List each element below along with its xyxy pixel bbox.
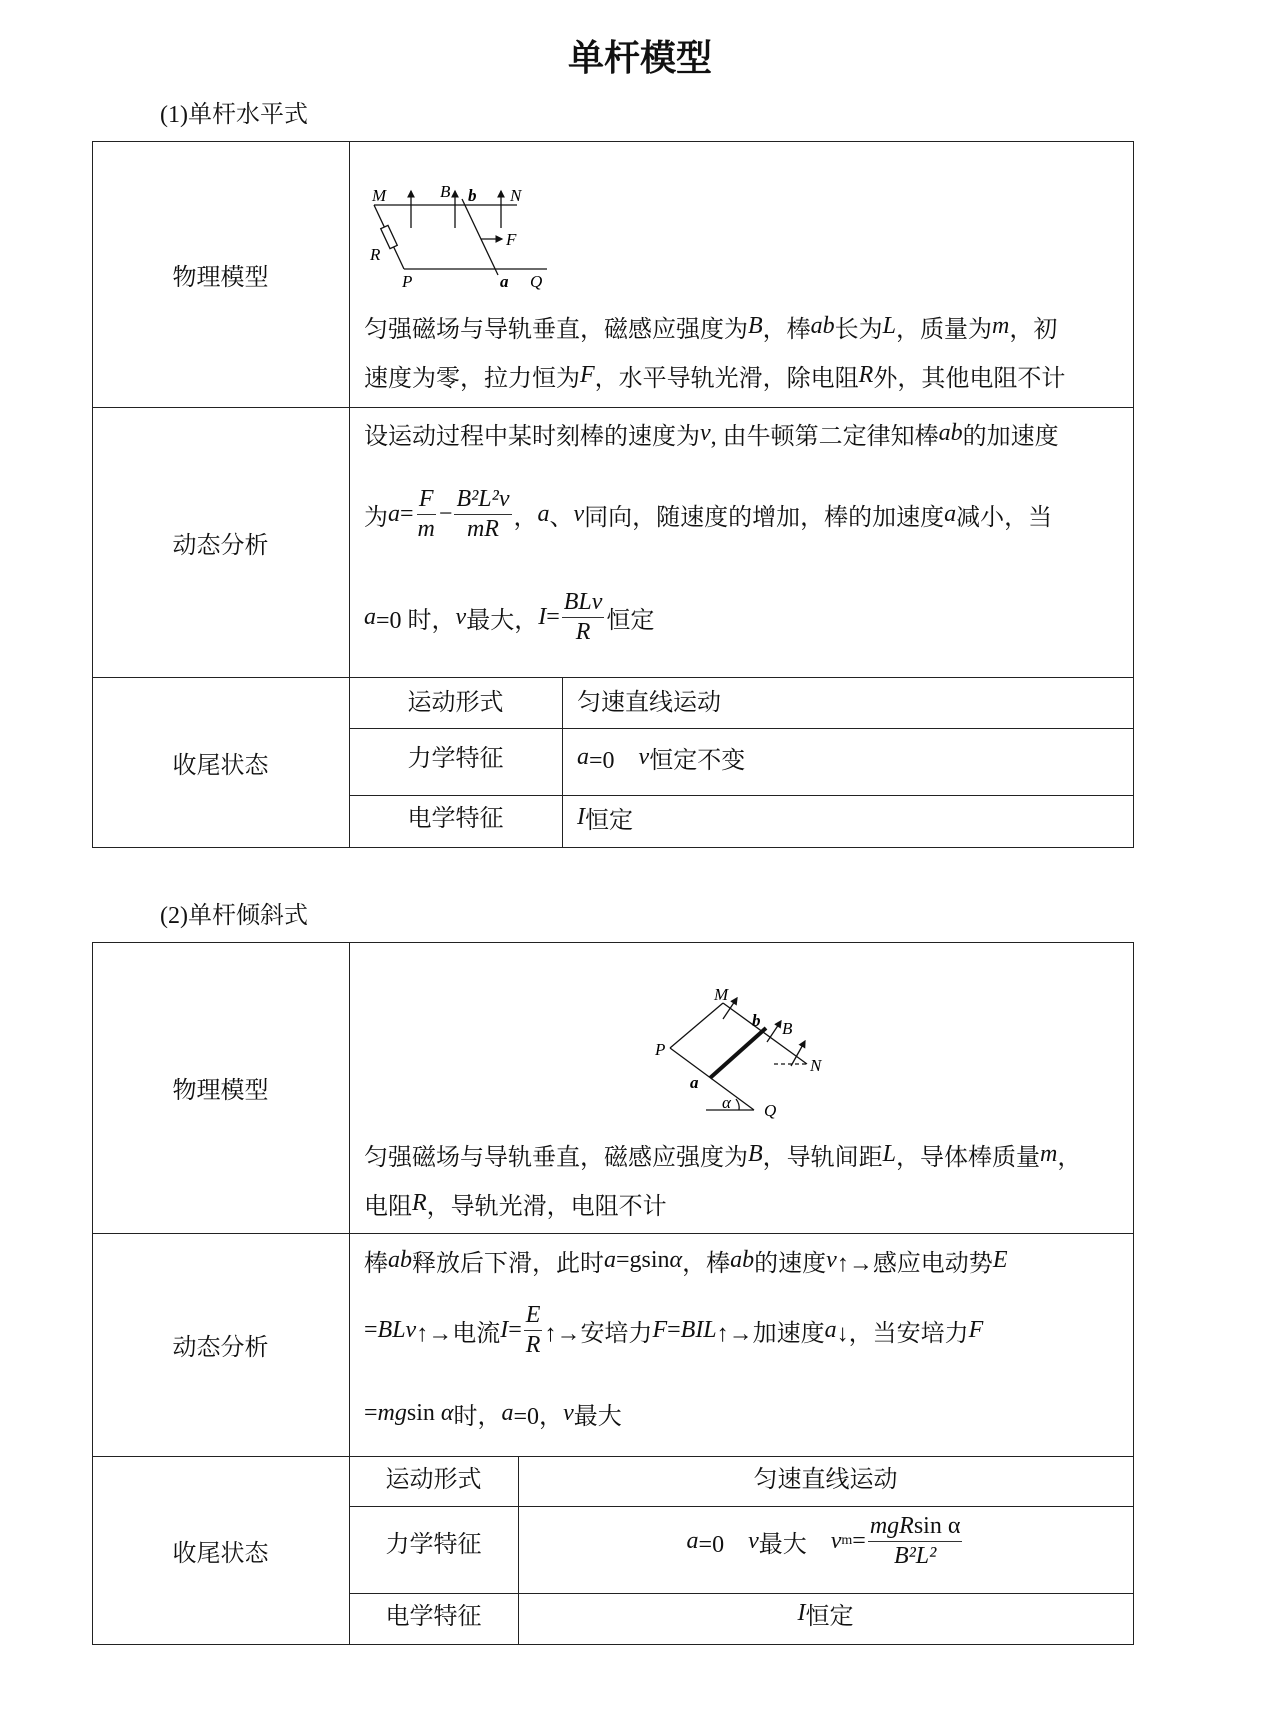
text: ， bbox=[513, 504, 538, 531]
text: ，质量为 bbox=[896, 317, 993, 343]
text: 匀强磁场与导轨垂直，磁感应强度为 bbox=[364, 317, 748, 343]
numerator bbox=[868, 1512, 963, 1542]
symbol: a bbox=[364, 603, 376, 630]
text: = bbox=[508, 1316, 522, 1343]
symbol: F bbox=[580, 362, 595, 388]
row-label-end-state: 收尾状态 bbox=[172, 1540, 269, 1567]
text: =0 bbox=[698, 1531, 749, 1558]
symbol: v bbox=[748, 1527, 759, 1554]
text: =0， bbox=[513, 1404, 564, 1430]
text: ↑→电流 bbox=[416, 1320, 501, 1347]
denominator: mR bbox=[466, 515, 499, 542]
text: mgR bbox=[869, 1512, 914, 1539]
end-key-motion: 运动形式 bbox=[407, 689, 504, 716]
symbol: a bbox=[388, 500, 400, 527]
symbol: v bbox=[700, 420, 711, 446]
subscript: m bbox=[841, 1533, 853, 1548]
label-N: N bbox=[510, 186, 522, 205]
text: sin α bbox=[913, 1512, 961, 1539]
text: 电阻 bbox=[364, 1194, 412, 1220]
text: , 由牛顿第二定律知棒 bbox=[710, 424, 939, 450]
label-P: P bbox=[655, 1040, 666, 1059]
label-alpha: α bbox=[722, 1093, 731, 1112]
row-label-model: 物理模型 bbox=[172, 1078, 269, 1104]
end-value-motion: 匀速直线运动 bbox=[577, 690, 721, 716]
end-key-motion: 运动形式 bbox=[385, 1466, 482, 1493]
dynamic-line-3 bbox=[364, 1396, 622, 1431]
text: 减小，当 bbox=[956, 504, 1053, 531]
symbol: BIL bbox=[680, 1316, 717, 1343]
symbol: a bbox=[686, 1527, 699, 1554]
label-B: B bbox=[440, 185, 451, 201]
text: ，导轨间距 bbox=[762, 1145, 883, 1171]
symbol: F bbox=[968, 1316, 984, 1343]
divider bbox=[92, 1644, 1134, 1645]
inclined-rail-diagram bbox=[640, 980, 880, 1130]
text: 长为 bbox=[834, 317, 883, 343]
symbol: α bbox=[440, 1400, 454, 1426]
symbol: E bbox=[992, 1247, 1008, 1273]
text: = bbox=[400, 500, 414, 527]
symbol: a bbox=[824, 1316, 837, 1343]
text: 释放后下滑，此时 bbox=[412, 1251, 604, 1277]
text: ，棒 bbox=[682, 1251, 731, 1277]
label-b: b bbox=[752, 1011, 761, 1030]
text: = bbox=[364, 1400, 378, 1426]
symbol: v bbox=[830, 1527, 842, 1554]
label-Q: Q bbox=[530, 272, 543, 291]
label-a: a bbox=[500, 272, 509, 291]
symbol: v bbox=[455, 603, 467, 630]
text: 的速度 bbox=[754, 1251, 827, 1277]
text: ， bbox=[1057, 1145, 1082, 1171]
text: = bbox=[364, 1316, 378, 1343]
text: 恒定 bbox=[805, 1603, 854, 1630]
model-description-line-1 bbox=[364, 309, 1057, 344]
symbol: R bbox=[858, 362, 874, 388]
divider bbox=[1133, 942, 1134, 1644]
symbol: ab bbox=[388, 1247, 412, 1273]
dynamic-line-2 bbox=[364, 485, 1052, 544]
text: ↑→加速度 bbox=[716, 1320, 825, 1347]
text: ↑→安培力 bbox=[544, 1320, 653, 1347]
text: =gsin bbox=[616, 1247, 670, 1273]
denominator: R bbox=[525, 1331, 541, 1358]
text: ↑→感应电动势 bbox=[836, 1251, 993, 1277]
symbol: ab bbox=[938, 420, 963, 446]
fraction bbox=[868, 1512, 963, 1571]
symbol: B bbox=[748, 1141, 763, 1167]
text: ，初 bbox=[1009, 317, 1058, 343]
label-B: B bbox=[782, 1019, 793, 1038]
text: 恒定 bbox=[606, 607, 655, 634]
symbol: a bbox=[944, 500, 957, 527]
dynamic-line-2 bbox=[364, 1301, 983, 1360]
symbol: BLv bbox=[377, 1316, 417, 1343]
divider bbox=[562, 677, 563, 847]
fraction bbox=[524, 1301, 543, 1360]
label-P: P bbox=[402, 272, 413, 291]
text: − bbox=[438, 500, 453, 527]
text: 、 bbox=[549, 504, 574, 531]
symbol: v bbox=[573, 500, 585, 527]
label-b: b bbox=[468, 186, 477, 205]
symbol: R bbox=[412, 1190, 427, 1216]
symbol: v bbox=[826, 1247, 837, 1273]
text: = bbox=[667, 1316, 681, 1343]
text: 棒 bbox=[364, 1251, 388, 1277]
text: ，棒 bbox=[762, 317, 811, 343]
text: 最大， bbox=[466, 607, 539, 634]
symbol: I bbox=[500, 1316, 509, 1343]
symbol: ab bbox=[810, 313, 835, 339]
end-value-mechanics bbox=[518, 1506, 1133, 1576]
label-R: R bbox=[370, 245, 381, 264]
divider bbox=[1133, 141, 1134, 847]
symbol: F bbox=[652, 1316, 668, 1343]
text: = bbox=[852, 1527, 866, 1554]
numerator: E bbox=[524, 1301, 543, 1331]
symbol: a bbox=[501, 1400, 514, 1426]
symbol: I bbox=[797, 1599, 806, 1626]
text: ，导体棒质量 bbox=[896, 1145, 1041, 1171]
end-key-electrical: 电学特征 bbox=[407, 805, 504, 832]
model-description-line-2 bbox=[364, 1186, 667, 1221]
label-F: F bbox=[506, 230, 517, 249]
page-title: 单杆模型 bbox=[567, 38, 712, 79]
text: ，导轨光滑，电阻不计 bbox=[426, 1194, 667, 1220]
text: 为 bbox=[364, 504, 388, 531]
denominator: m bbox=[417, 515, 435, 542]
end-key-mechanics: 力学特征 bbox=[407, 746, 504, 772]
end-value-motion: 匀速直线运动 bbox=[753, 1466, 898, 1493]
row-label-dynamic: 动态分析 bbox=[172, 1335, 269, 1361]
model-description-line-2 bbox=[364, 358, 1065, 393]
dynamic-line-3 bbox=[364, 588, 654, 647]
symbol: mg bbox=[377, 1400, 407, 1426]
fraction bbox=[562, 588, 605, 647]
symbol: a bbox=[604, 1247, 616, 1273]
text: 时， bbox=[453, 1404, 502, 1430]
text: 同向，随速度的增加，棒的加速度 bbox=[584, 504, 945, 531]
label-N: N bbox=[810, 1056, 822, 1075]
label-M: M bbox=[714, 985, 729, 1004]
symbol: I bbox=[577, 804, 585, 830]
end-value-mechanics bbox=[577, 740, 745, 775]
text: 匀强磁场与导轨垂直，磁感应强度为 bbox=[364, 1145, 748, 1171]
denominator: R bbox=[575, 618, 591, 645]
symbol: L bbox=[882, 313, 897, 339]
numerator: B²L²v bbox=[454, 485, 511, 515]
text: ↓，当安培力 bbox=[836, 1320, 969, 1347]
text: = bbox=[546, 603, 560, 630]
symbol: L bbox=[882, 1141, 897, 1167]
symbol: a bbox=[577, 744, 589, 770]
symbol: B bbox=[748, 313, 763, 339]
text: 速度为零，拉力恒为 bbox=[364, 366, 580, 392]
dynamic-line-1 bbox=[364, 416, 1059, 451]
numerator: BLv bbox=[562, 588, 605, 618]
row-label-end-state: 收尾状态 bbox=[172, 752, 269, 779]
model-description-line-1 bbox=[364, 1137, 1081, 1172]
symbol: I bbox=[538, 603, 547, 630]
label-M: M bbox=[372, 186, 387, 205]
numerator: F bbox=[417, 485, 436, 515]
text: 设运动过程中某时刻棒的速度为 bbox=[364, 424, 700, 450]
section-2-label: (2)单杆倾斜式 bbox=[160, 903, 308, 929]
text: =0 bbox=[589, 748, 639, 774]
denominator: B²L² bbox=[893, 1542, 937, 1569]
symbol: m bbox=[1040, 1141, 1058, 1167]
label-Q: Q bbox=[764, 1101, 777, 1120]
symbol: v bbox=[563, 1400, 574, 1426]
section-1-label: (1)单杆水平式 bbox=[160, 102, 308, 128]
text: ，水平导轨光滑，除电阻 bbox=[594, 366, 859, 392]
end-value-electrical bbox=[577, 800, 633, 835]
symbol: a bbox=[537, 500, 550, 527]
text: sin bbox=[406, 1400, 435, 1426]
fraction bbox=[416, 485, 437, 544]
text: 最大 bbox=[573, 1404, 622, 1430]
row-label-model: 物理模型 bbox=[172, 264, 269, 291]
text: 恒定不变 bbox=[649, 748, 746, 774]
symbol: m bbox=[992, 313, 1010, 339]
text: 恒定 bbox=[585, 808, 633, 834]
text: 最大 bbox=[758, 1531, 831, 1558]
text: 的加速度 bbox=[962, 424, 1059, 450]
divider bbox=[92, 847, 1134, 848]
symbol: ab bbox=[730, 1247, 755, 1273]
row-label-dynamic: 动态分析 bbox=[172, 532, 269, 559]
end-key-electrical: 电学特征 bbox=[385, 1603, 482, 1630]
label-a: a bbox=[690, 1073, 699, 1092]
symbol: α bbox=[669, 1247, 683, 1273]
fraction bbox=[454, 485, 511, 544]
text: 外，其他电阻不计 bbox=[873, 366, 1066, 392]
text: =0 时， bbox=[376, 607, 456, 634]
end-key-mechanics: 力学特征 bbox=[385, 1531, 482, 1558]
symbol: v bbox=[638, 744, 650, 770]
horizontal-rail-diagram bbox=[360, 185, 560, 295]
dynamic-line-1 bbox=[364, 1243, 1007, 1278]
end-value-electrical bbox=[518, 1593, 1133, 1633]
